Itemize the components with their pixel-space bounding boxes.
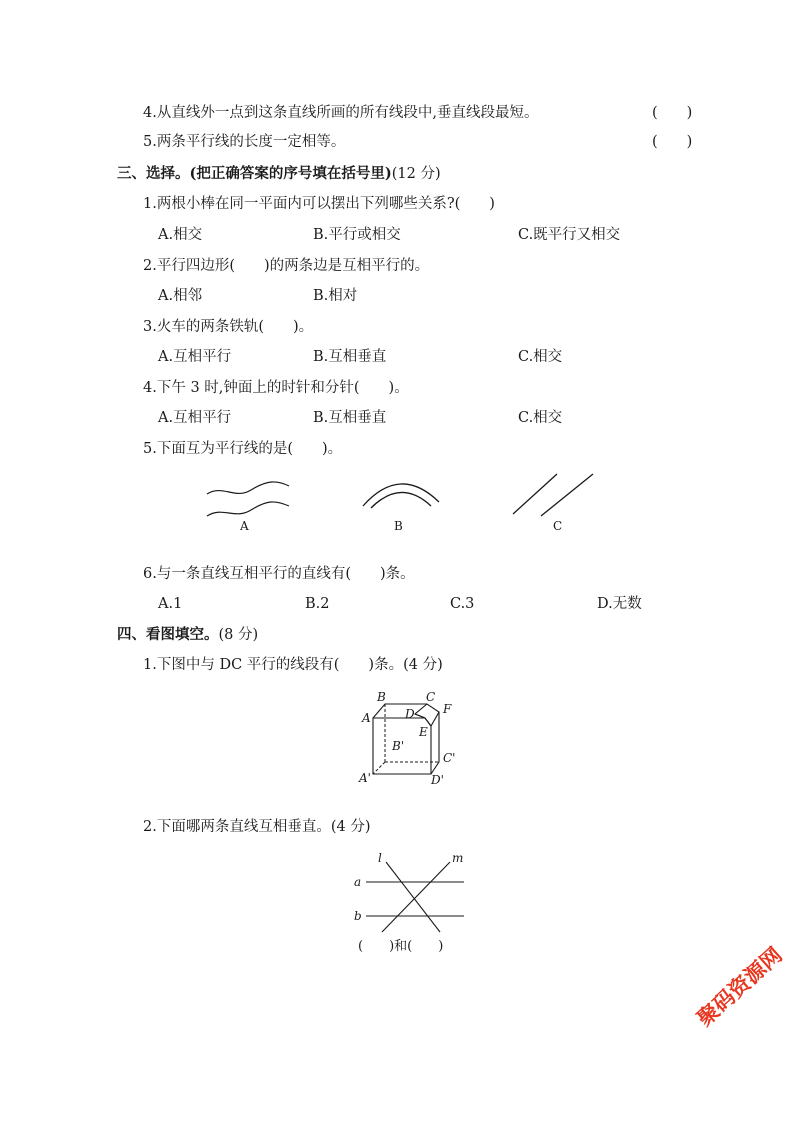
- section-3-title: 三、选择。(把正确答案的序号填在括号里): [117, 165, 392, 182]
- vertex-b-prime-label: B': [392, 739, 405, 753]
- line-l-label: l: [378, 851, 382, 865]
- line-m[interactable]: [382, 862, 450, 932]
- figure-a-label: A: [240, 519, 249, 533]
- watermark-stamp: 聚码资源网: [692, 942, 787, 1031]
- vertex-a-label: A: [362, 711, 371, 725]
- judge-answer-paren-4[interactable]: ( ): [652, 105, 693, 121]
- vertex-c-label: C: [426, 690, 436, 704]
- choice-3-option-c[interactable]: C.相交: [518, 349, 563, 365]
- figure-b-arcs[interactable]: [363, 484, 439, 533]
- vertex-d-label: D: [405, 707, 415, 721]
- choice-4-option-c[interactable]: C.相交: [518, 410, 563, 426]
- choice-2-option-b[interactable]: B.相对: [313, 288, 358, 304]
- section-4-title: 四、看图填空。: [117, 626, 219, 643]
- choice-3-option-a[interactable]: A.互相平行: [158, 349, 232, 365]
- choice-1-option-a[interactable]: A.相交: [158, 227, 203, 243]
- judge-question-4: 4.从直线外一点到这条直线所画的所有线段中,垂直线段最短。: [143, 105, 539, 121]
- choice-6-option-b[interactable]: B.2: [305, 596, 330, 612]
- line-b-label: b: [354, 909, 362, 923]
- section-3-score: (12 分): [391, 166, 441, 182]
- figure-c-label: C: [553, 519, 563, 533]
- perpendicular-answer-blanks[interactable]: ( )和( ): [358, 939, 444, 954]
- cuboid-cut-corner-figure: [355, 688, 465, 788]
- choice-question-2: 2.平行四边形( )的两条边是互相平行的。: [143, 258, 430, 274]
- choice-question-1: 1.两根小棒在同一平面内可以摆出下列哪些关系?( ): [143, 196, 495, 212]
- vertex-a-prime-label: A': [359, 771, 371, 785]
- section-4-heading: [117, 626, 258, 644]
- choice-4-option-b[interactable]: B.互相垂直: [313, 410, 387, 426]
- choice-6-option-c[interactable]: C.3: [450, 596, 475, 612]
- vertex-d-prime-label: D': [431, 773, 444, 787]
- section-3-heading: [117, 165, 441, 183]
- choice-6-option-d[interactable]: D.无数: [597, 596, 642, 612]
- vertex-f-label: F: [443, 702, 452, 716]
- choice-2-option-a[interactable]: A.相邻: [158, 288, 203, 304]
- choice-6-option-a[interactable]: A.1: [158, 596, 183, 612]
- fill-question-2: 2.下面哪两条直线互相垂直。(4 分): [143, 819, 371, 835]
- choice-question-5: 5.下面互为平行线的是( )。: [143, 441, 343, 457]
- line-l[interactable]: [386, 862, 440, 932]
- vertex-e-label: E: [419, 725, 428, 739]
- choice-1-option-b[interactable]: B.平行或相交: [313, 227, 401, 243]
- choice-question-6: 6.与一条直线互相平行的直线有( )条。: [143, 566, 415, 582]
- q5-figures: [195, 470, 625, 535]
- choice-question-3: 3.火车的两条铁轨( )。: [143, 319, 314, 335]
- choice-3-option-b[interactable]: B.互相垂直: [313, 349, 387, 365]
- vertex-b-label: B: [377, 690, 386, 704]
- line-a-label: a: [354, 875, 362, 889]
- section-4-score: (8 分): [218, 627, 259, 643]
- choice-4-option-a[interactable]: A.互相平行: [158, 410, 232, 426]
- line-m-label: m: [452, 851, 464, 865]
- figure-b-label: B: [394, 519, 403, 533]
- vertex-c-prime-label: C': [443, 751, 456, 765]
- figure-a-wavy-lines[interactable]: [207, 482, 289, 533]
- choice-1-option-c[interactable]: C.既平行又相交: [518, 227, 621, 243]
- choice-question-4: 4.下午 3 时,钟面上的时针和分针( )。: [143, 380, 409, 396]
- fill-question-1: 1.下图中与 DC 平行的线段有( )条。(4 分): [143, 657, 443, 673]
- figure-c-parallel-lines[interactable]: [513, 474, 593, 533]
- judge-question-5: 5.两条平行线的长度一定相等。: [143, 134, 346, 150]
- judge-answer-paren-5[interactable]: ( ): [652, 134, 693, 150]
